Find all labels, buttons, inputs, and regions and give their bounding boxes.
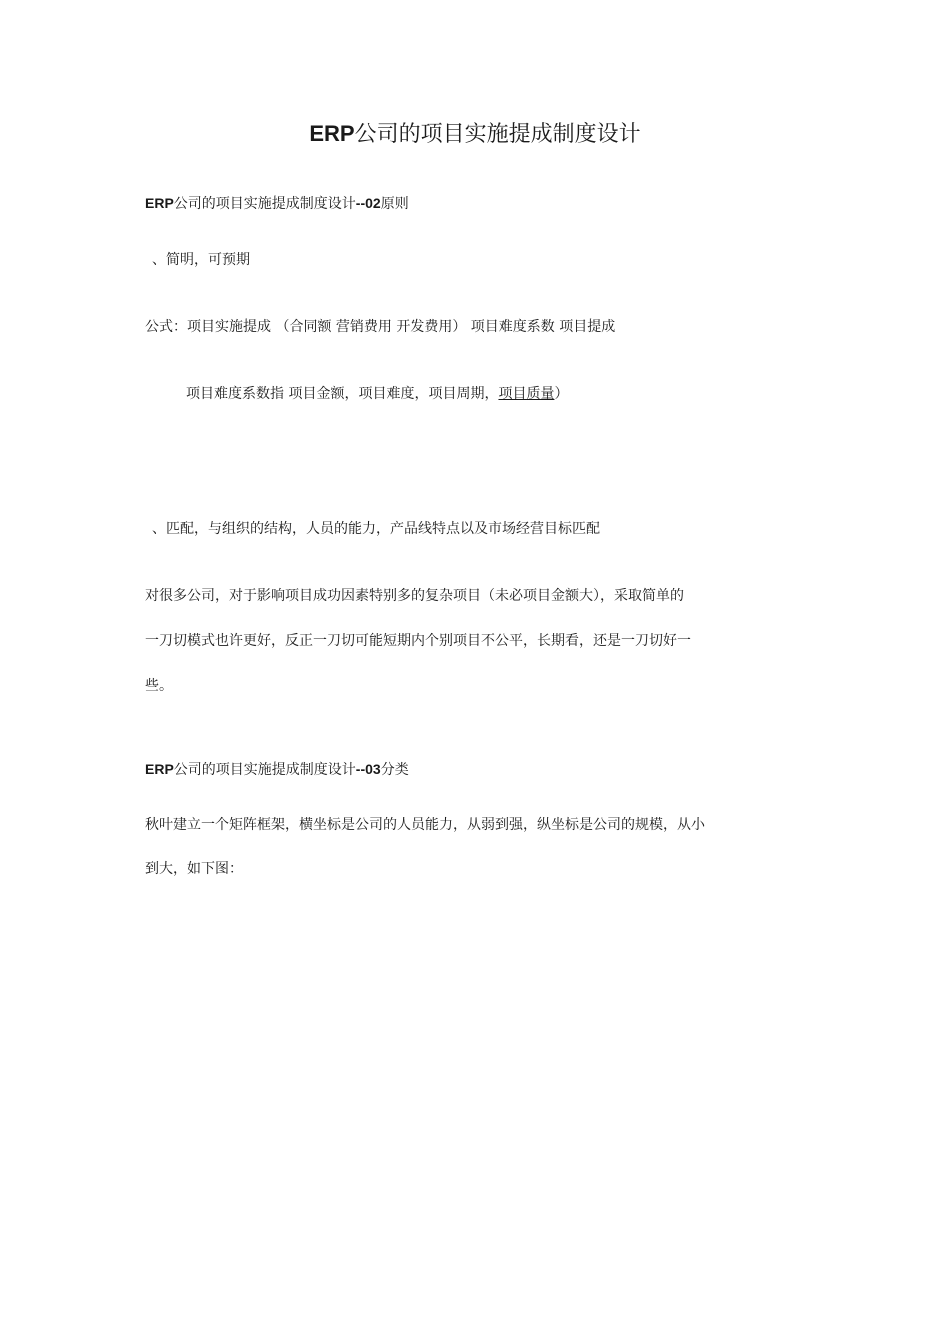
paragraph-matrix-line-1: 秋叶建立一个矩阵框架，横坐标是公司的人员能力，从弱到强，纵坐标是公司的规模，从小 [145,817,705,833]
paragraph-body-line-2: 一刀切模式也许更好，反正一刀切可能短期内个别项目不公平，长期看，还是一刀切好一 [145,633,691,649]
paragraph-matrix-line-2: 到大，如下图： [145,861,243,877]
heading-03-latin: ERP [145,761,174,777]
section-heading-03 [145,757,409,782]
paragraph-match: 、匹配，与组织的结构，人员的能力，产品线特点以及市场经营目标匹配 [152,521,600,537]
project-quality-link[interactable]: 项目质量 [498,386,555,402]
section-heading-02 [145,191,409,216]
paragraph-body-line-1: 对很多公司，对于影响项目成功因素特别多的复杂项目（未必项目金额大），采取简单的 [145,588,684,604]
title-latin: ERP [309,121,355,146]
heading-02-mid: 公司的项目实施提成制度设计 [173,196,356,212]
heading-02-latin: ERP [145,195,174,211]
paragraph-difficulty [186,382,568,406]
paragraph-simple: 、简明，可预期 [152,252,250,268]
paragraph-formula: 公式：项目实施提成 （合同额 营销费用 开发费用） 项目难度系数 项目提成 [145,319,616,335]
heading-03-num: --03 [355,761,381,777]
difficulty-lead: 项目难度系数指 项目金额，项目难度，项目周期， [186,386,499,402]
heading-03-mid: 公司的项目实施提成制度设计 [173,762,356,778]
heading-02-num: --02 [355,195,381,211]
difficulty-tail: ） [554,386,569,402]
heading-03-tail: 分类 [380,762,409,778]
page-title [0,114,950,155]
heading-02-tail: 原则 [380,196,409,212]
title-text: 公司的项目实施提成制度设计 [354,122,641,147]
paragraph-body-line-3: 些。 [145,678,173,694]
